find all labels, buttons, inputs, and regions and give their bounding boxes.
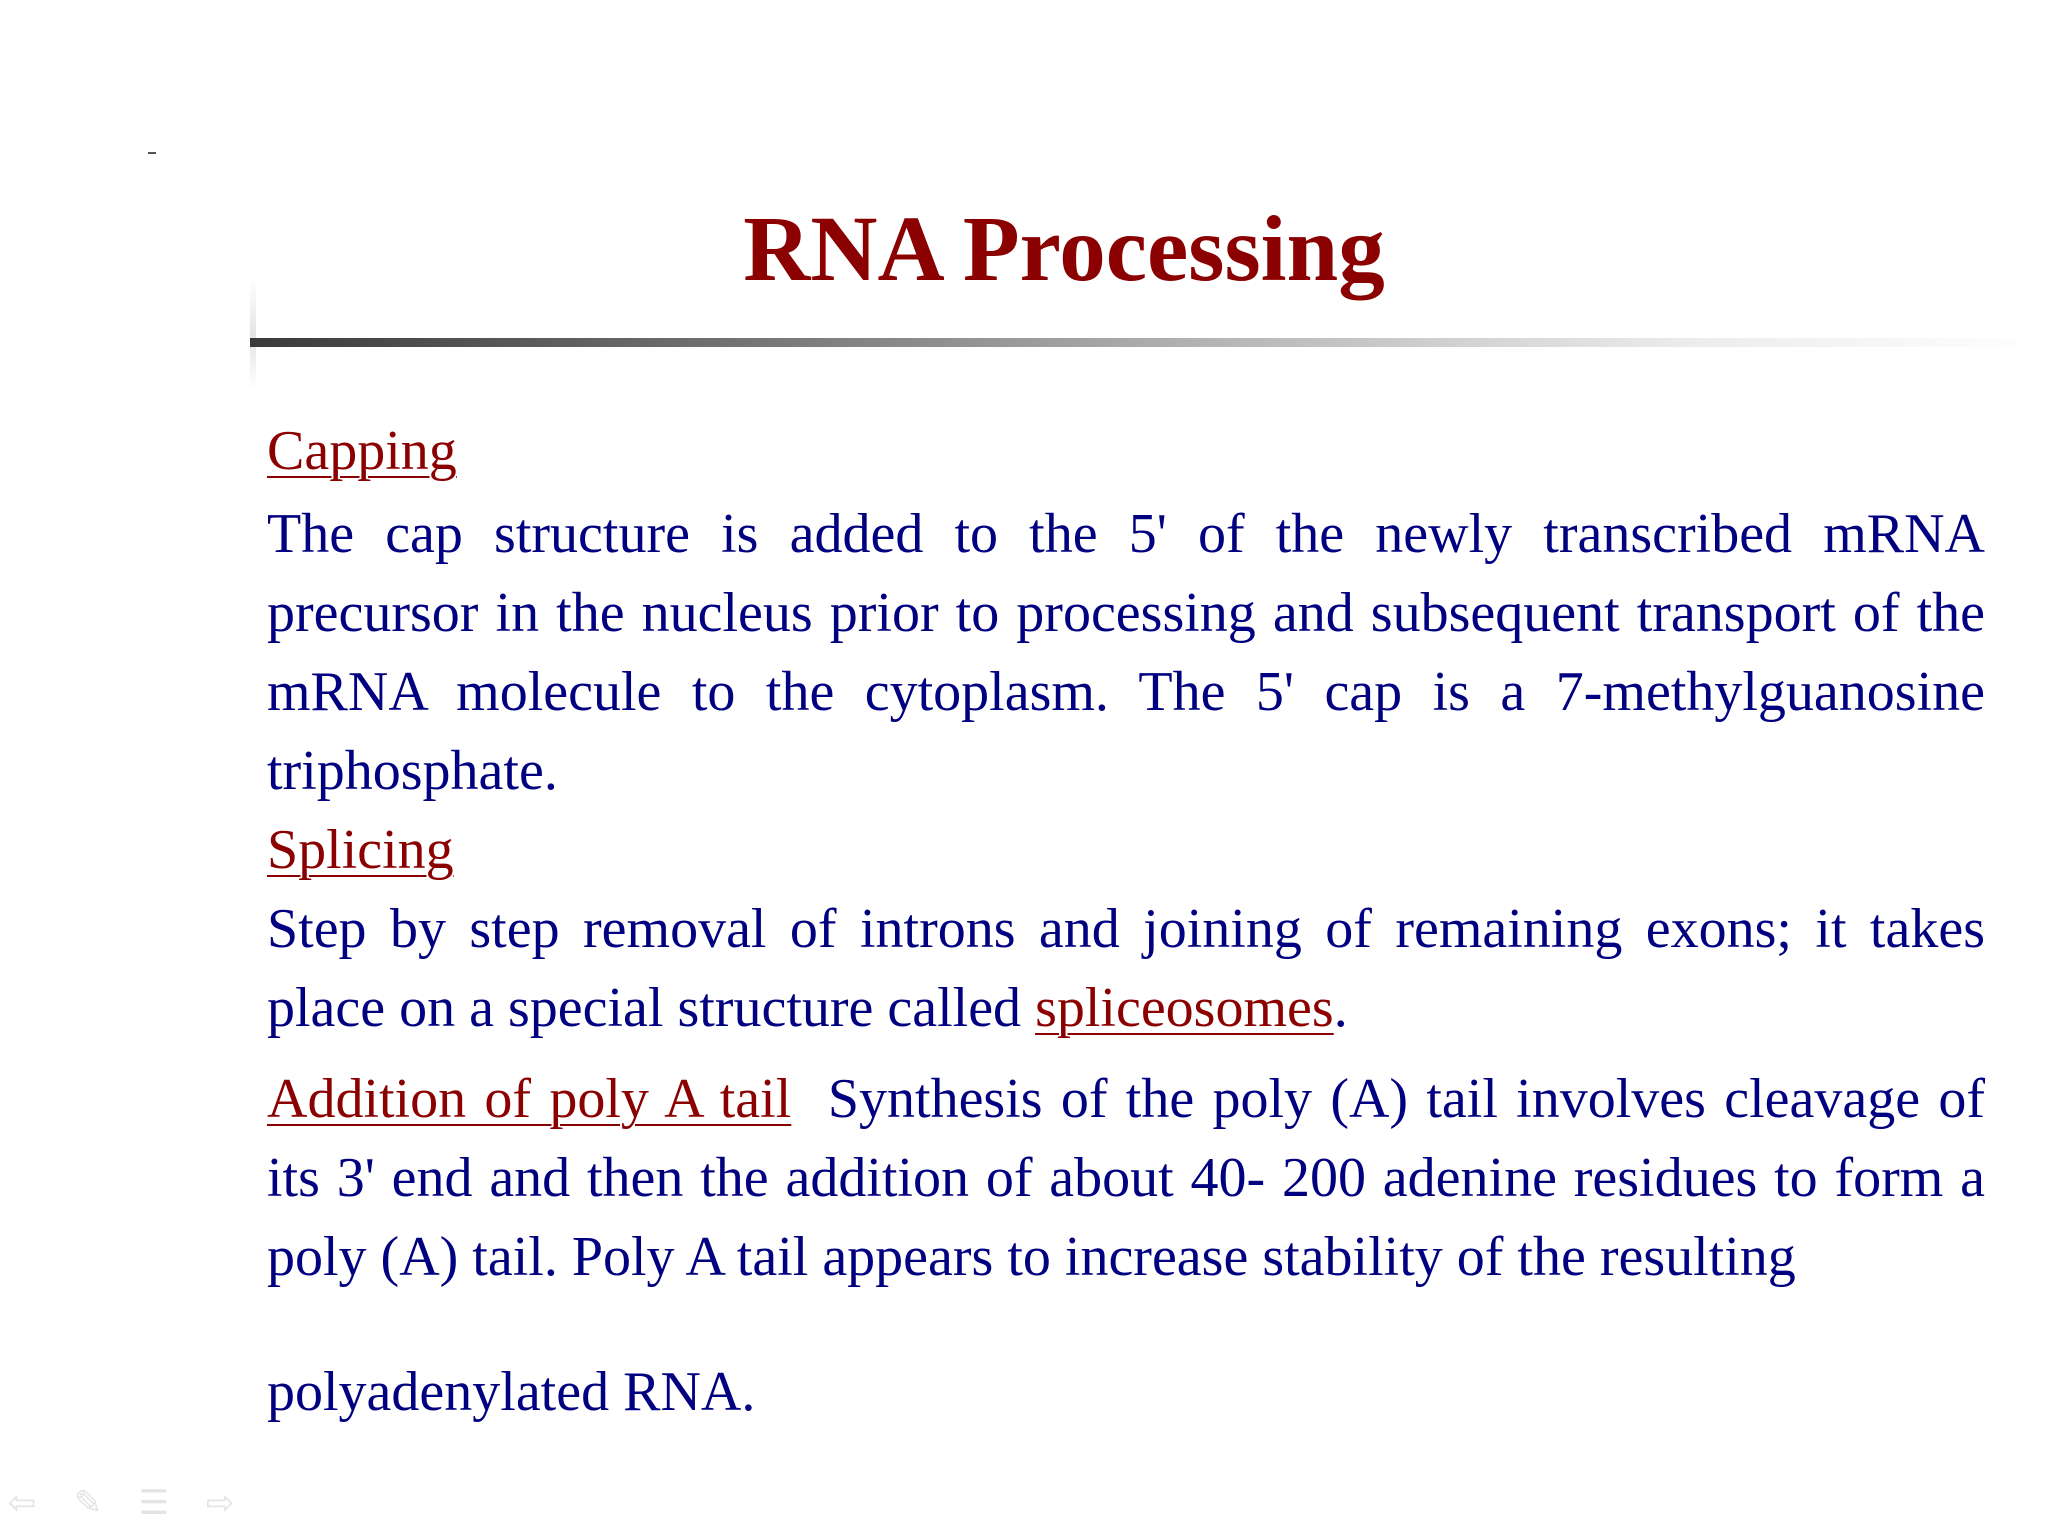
polya-text: Synthesis of the poly (A) tail involves cleavage of its 3' end and then the addition of about 40- 200 adenine residues to form a poly (A) tail. Poly A tail appears to increase stability of the resulting bbox=[267, 1068, 1986, 1288]
arrow-left-icon[interactable]: ⇦ bbox=[7, 1483, 37, 1523]
corner-dash bbox=[148, 152, 156, 154]
splicing-text bbox=[267, 890, 1985, 1048]
arrow-right-icon[interactable]: ⇨ bbox=[205, 1483, 235, 1523]
slide-title: RNA Processing bbox=[743, 198, 1385, 301]
splicing-text-after: . bbox=[1333, 977, 1348, 1039]
polya-heading: Addition of poly A tail bbox=[267, 1068, 792, 1130]
slide-nav-toolbar bbox=[0, 1478, 242, 1528]
splicing-heading: Splicing bbox=[267, 819, 454, 881]
spliceosomes-link[interactable]: spliceosomes bbox=[1035, 977, 1334, 1039]
title-divider bbox=[250, 338, 2048, 347]
splicing-section bbox=[267, 811, 1985, 890]
polya-text-last: polyadenylated RNA. bbox=[267, 1361, 756, 1423]
splicing-text-before: Step by step removal of introns and joining of remaining exons; it takes place on a special structure called bbox=[267, 898, 1985, 1039]
slide-content bbox=[267, 412, 1985, 1432]
menu-icon[interactable]: ☰ bbox=[138, 1483, 170, 1523]
polya-section bbox=[267, 1060, 1985, 1297]
capping-heading: Capping bbox=[267, 420, 457, 482]
pen-icon[interactable]: ✎ bbox=[73, 1483, 103, 1523]
capping-section bbox=[267, 412, 1985, 491]
capping-text: The cap structure is added to the 5' of the newly transcribed mRNA precursor in the nucleus prior to processing and subsequent transport of the mRNA molecule to the cytoplasm. The 5' cap is a 7-methylguanosine triphosphate. bbox=[267, 503, 1985, 802]
title-rule-shadow bbox=[250, 280, 256, 390]
